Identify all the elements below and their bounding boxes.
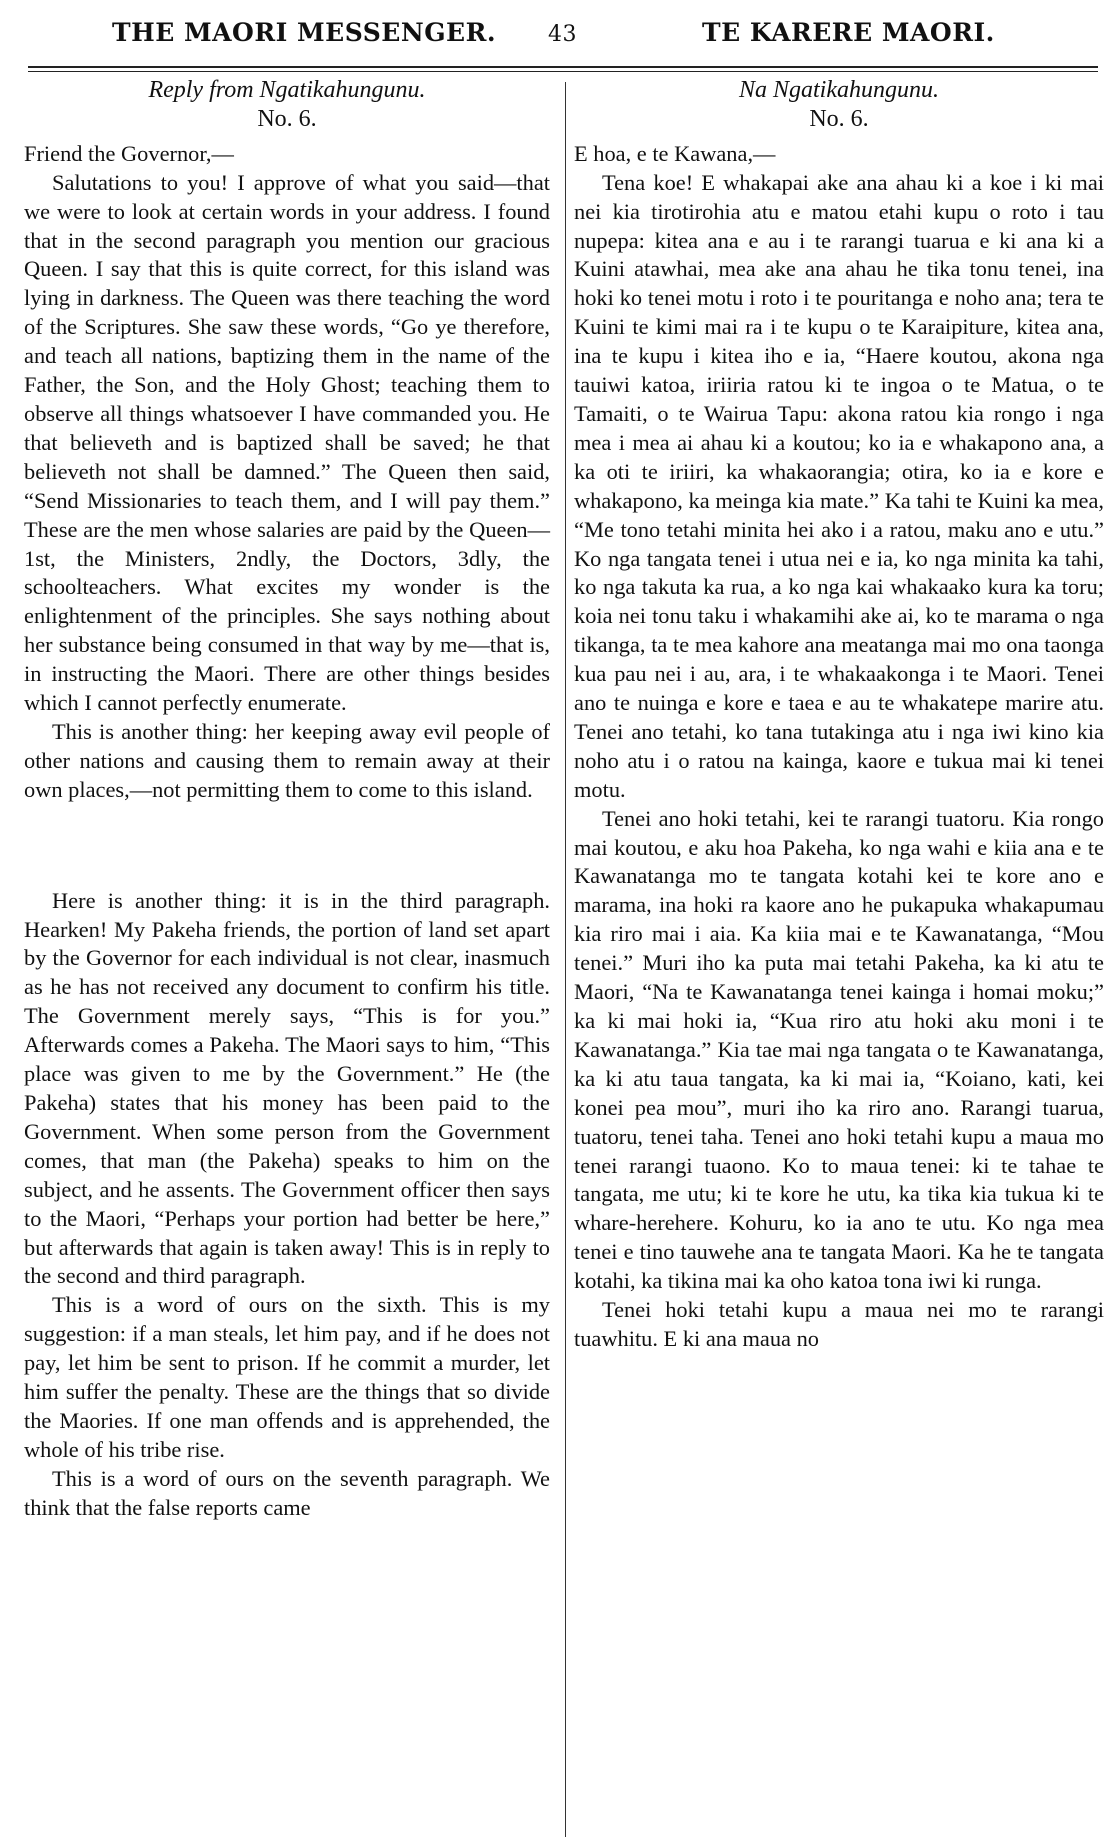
column-gap <box>24 805 550 887</box>
english-paragraph: This is a word of ours on the seventh paragraph. We think that the false reports came <box>24 1465 550 1520</box>
english-paragraph: Here is another thing: it is in the third paragraph. Hearken! My Pakeha friends, the portion of land set apart by the Governor for each individual is not clear, inasmuch as he has not received any document to confirm his title. The Government merely says, “This is for you.” Afterwards comes a Pakeha. The Maori says to him, “This place was given to me by the Government.” He (the Pakeha) states that his money has been paid to the Government. When some person from the Government comes, that man (the Pakeha) speaks to him on the subject, and he assents. The Government officer then says to the Maori, “Perhaps your portion had better be here,” but afterwards that again is taken away! This is in reply to the second and third paragraph. <box>24 887 550 1289</box>
maori-salutation: E hoa, e te Kawana,— <box>574 140 776 166</box>
english-letter-number: No. 6. <box>257 105 317 132</box>
maori-paragraph: Tena koe! E whakapai ake ana ahau ki a koe i ki mai nei kia tirotirohia atu e matou etahi kupu o roto i tau nupepa: kitea ana e au i te rarangi tuarua e ki ana ki a Kuini atawhai, mea ake ana ahau he tika tonu tenei, ina hoki ko tenei motu i roto i te pouritanga e noho ana; tera te Kuini te kimi mai ra i te kupu o te Karaipiture, kitea ana, ina te kupu i kitea iho e ia, “Haere koutou, akona nga tauiwi katoa, iriiria ratou ki te ingoa o te Matua, o te Tamaiti, o te Wairua Tapu: akona ratou kia rongo i nga mea i mea ai ahau ki a koutou; ko ia e whakapono ana, a ka oti te iriiri, ka whakaorangia; otira, ko ia e kore e whakapono, ka meinga kia mate.” Ka tahi te Kuini ka mea, “Me tono tetahi minita hei ako i a ratou, maku ano e utu.” Ko nga tangata tenei i utua nei e ia, ko nga minita ka tahi, ko nga takuta ka rua, a ko nga kai whakaako kura ka toru; koia nei tonu taku i whakamihi ake ai, ko te marama o nga tikanga, ta te mea kahore ana meatanga mai mo ona taonga kua pau nei i au, ara, i te whakaakonga i te Maori. Tenei ano te nuinga e kore e taea e au te whakatepe marire atu. Tenei ano tetahi, ko tana tutakinga atu i nga iwi kino kia noho atu i o ratou na kainga, kaore e tukua mai ki tenei motu. <box>574 169 1104 802</box>
maori-paragraph: Tenei hoki tetahi kupu a maua nei mo te rarangi tuawhitu. E ki ana maua no <box>574 1297 1104 1351</box>
masthead <box>0 0 1114 70</box>
maori-paragraph: Tenei ano hoki tetahi, kei te rarangi tuatoru. Kia rongo mai koutou, e aku hoa Pakeha, ko nga wahi e kiia ana e te Kawanatanga mo te tangata kotahi kei te kore ano e marama, ina hoki ra kaore ano he pukapuka whakapumau kia riro mai i aia. Ka kiia mai e te Kawanatanga, “Mou tenei.” Muri iho ka puta mai tetahi Pakeha, ka ki atu te Maori, “Na te Kawanatanga tenei kainga i homai moku;” ka ki mai hoki ia, “Kua riro atu hoki aku moni i te Kawanatanga.” Kia tae mai nga tangata o te Kawanatanga, ka ki atu taua tangata, ka ki mai ia, “Koiano, kati, kei konei pea mou”, muri iho ka riro ano. Rarangi tuarua, tuatoru, tenei taha. Tenei ano hoki tetahi kupu a maua mo tenei rarangi tuaono. Ko to maua tenei: ki te tahae te tangata, me utu; ki te kore he utu, ka tika kia tukua ki te whare-herehere. Kohuru, ko ia ano te utu. Ko nga mea tenei e tino tauwehe ana te tangata Maori. Ka he te tangata kotahi, ka tikina mai ka oho katoa tona iwi ki runga. <box>574 805 1104 1294</box>
english-letter-title: Reply from Ngatikahungunu. <box>148 77 426 103</box>
english-paragraph: This is another thing: her keeping away evil people of other nations and causing them to remain away at their own places,—not permitting them to come to this island. <box>24 718 550 802</box>
english-salutation: Friend the Governor,— <box>24 140 234 166</box>
maori-letter-title: Na Ngatikahungunu. <box>738 77 939 103</box>
column-divider <box>565 82 566 1837</box>
english-paragraph: Salutations to you! I approve of what you said—that we were to look at certain words in your address. I found that in the second paragraph you mention our gracious Queen. I say that this is quite correct, for this island was lying in darkness. The Queen was there teaching the word of the Scriptures. She saw these words, “Go ye therefore, and teach all nations, baptizing them in the name of the Father, the Son, and the Holy Ghost; teaching them to observe all things whatsoever I have commanded you. He that believeth and is baptized shall be saved; he that believeth not shall be damned.” The Queen then said, “Send Missionaries to teach them, and I will pay them.” These are the men whose salaries are paid by the Queen—1st, the Ministers, 2ndly, the Doctors, 3dly, the schoolteachers. What excites my wonder is the enlightenment of the principles. She says nothing about her substance being consumed in that way by me—that is, in instructing the Maori. There are other things besides which I cannot perfectly enumerate. <box>24 169 550 716</box>
english-paragraph: This is a word of ours on the sixth. This is my suggestion: if a man steals, let him pay, and if he does not pay, let him be sent to prison. If he commit a murder, let him suffer the penalty. These are the things that so divide the Maories. If one man offends and is apprehended, the whole of his tribe rise. <box>24 1292 550 1462</box>
maori-letter-number: No. 6. <box>809 105 869 132</box>
english-masthead-title: THE MAORI MESSENGER. <box>112 18 497 47</box>
english-column <box>24 72 550 1523</box>
maori-column <box>574 72 1104 1354</box>
maori-masthead-title: TE KARERE MAORI. <box>702 18 995 47</box>
page-number: 43 <box>548 22 577 47</box>
